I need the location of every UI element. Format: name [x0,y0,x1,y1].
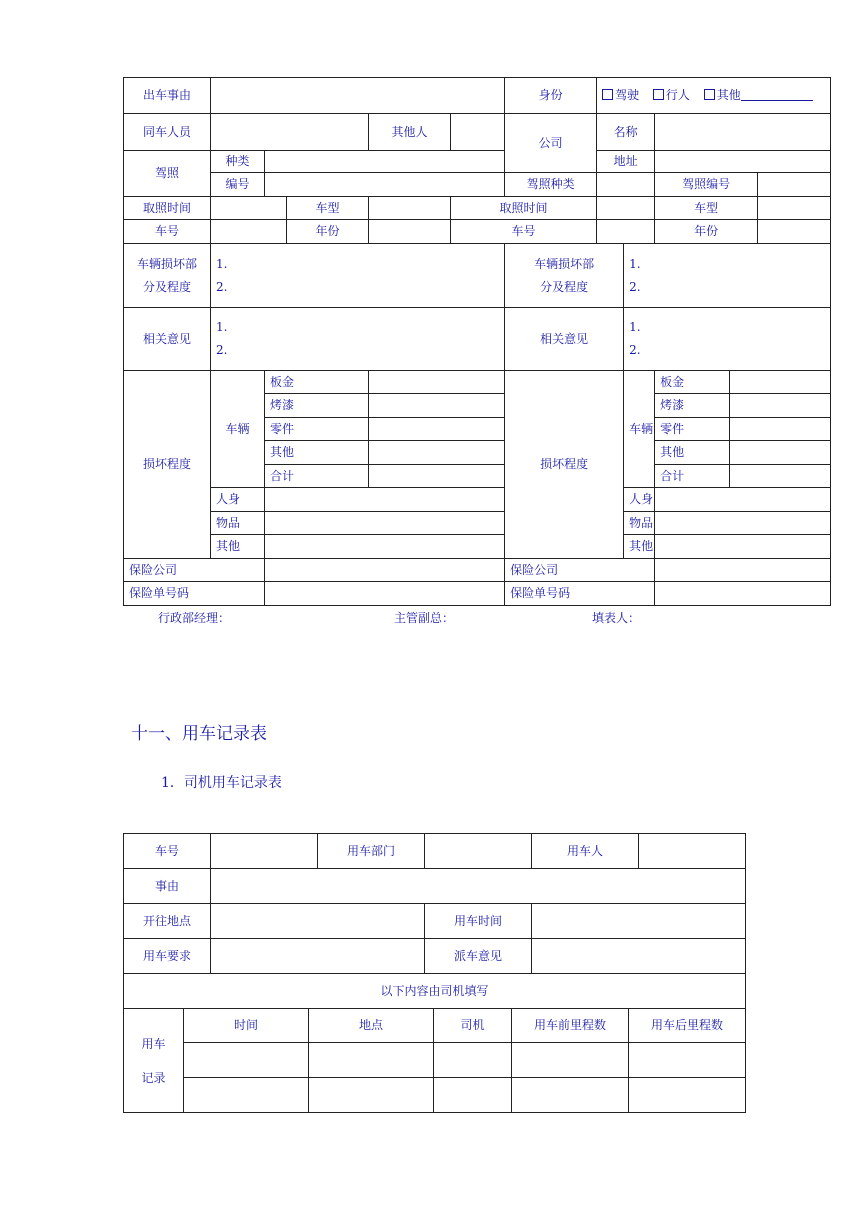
company-name-field[interactable] [655,114,831,151]
record-cell[interactable] [184,1078,309,1113]
item-parts-field[interactable] [369,418,505,441]
company-address-label: 地址 [597,151,655,173]
record-cell[interactable] [629,1043,746,1078]
other-loss-field[interactable] [265,535,505,559]
other-model-field[interactable] [758,197,831,220]
usage-plate-field[interactable] [211,834,318,869]
other-policy-label: 保险单号码 [505,582,655,606]
license-type-field[interactable] [265,151,505,173]
damage-parts-field[interactable]: 1. 2. [211,244,505,308]
other-insurer-label: 保险公司 [505,559,655,582]
other-license-type-field[interactable] [597,173,655,197]
other-policy-field[interactable] [655,582,831,606]
license-number-label: 编号 [211,173,265,197]
other-goods-label: 物品 [624,512,655,535]
usage-time-label: 用车时间 [425,904,532,939]
deputy-signature: 主管副总： [394,611,455,625]
vehicle-label: 车辆 [211,371,265,488]
other-year-field[interactable] [758,220,831,244]
record-cell[interactable] [434,1043,512,1078]
section-subtitle: 1．司机用车记录表 [161,775,282,791]
other-person-field[interactable] [655,488,831,512]
other-party-loss-label: 其他 [624,535,655,559]
other-plate-label: 车号 [451,220,597,244]
license-label: 驾照 [124,151,211,197]
record-cell[interactable] [629,1078,746,1113]
goods-field[interactable] [265,512,505,535]
other-goods-field[interactable] [655,512,831,535]
other-loss-label: 其他 [211,535,265,559]
person-field[interactable] [265,488,505,512]
obtain-time-field[interactable] [211,197,287,220]
usage-reason-label: 事由 [124,869,211,904]
record-cell[interactable] [434,1078,512,1113]
other-item-other-field[interactable] [730,441,831,465]
other-damage-parts-label: 车辆损坏部 分及程度 [505,244,624,308]
license-number-field[interactable] [265,173,505,197]
usage-plate-label: 车号 [124,834,211,869]
item-sheet-metal-label: 板金 [265,371,369,394]
column-mileage-before: 用车前里程数 [512,1009,629,1043]
section-title: 十一、用车记录表 [131,724,267,744]
goods-label: 物品 [211,512,265,535]
others-field[interactable] [451,114,505,151]
damage-parts-label: 车辆损坏部 分及程度 [124,244,211,308]
checkbox-icon[interactable] [704,89,715,100]
identity-option-other[interactable]: 其他 [704,88,813,102]
item-total-field[interactable] [369,465,505,488]
companions-field[interactable] [211,114,369,151]
plate-field[interactable] [211,220,287,244]
identity-other-blank[interactable] [741,89,813,101]
other-license-type-label: 驾照种类 [505,173,597,197]
column-time: 时间 [184,1009,309,1043]
identity-label: 身份 [505,78,597,114]
record-cell[interactable] [512,1078,629,1113]
company-address-field[interactable] [655,151,831,173]
record-cell[interactable] [309,1043,434,1078]
other-license-number-field[interactable] [758,173,831,197]
item-parts-label: 零件 [265,418,369,441]
usage-requirement-label: 用车要求 [124,939,211,974]
identity-option-pedestrian[interactable]: 行人 [653,88,690,102]
opinion-field[interactable]: 1. 2. [211,308,505,371]
other-opinion-field[interactable]: 1. 2. [624,308,831,371]
other-item-sheet-metal-field[interactable] [730,371,831,394]
usage-destination-label: 开往地点 [124,904,211,939]
checkbox-icon[interactable] [602,89,613,100]
company-label: 公司 [505,114,597,173]
vehicle-usage-table [123,833,746,1009]
other-item-parts-field[interactable] [730,418,831,441]
usage-user-label: 用车人 [532,834,639,869]
other-license-number-label: 驾照编号 [655,173,758,197]
usage-time-field[interactable] [532,904,746,939]
other-opinion-label: 相关意见 [505,308,624,371]
others-label: 其他人 [369,114,451,151]
other-item-other-label: 其他 [655,441,730,465]
checkbox-icon[interactable] [653,89,664,100]
other-item-parts-label: 零件 [655,418,730,441]
record-cell[interactable] [184,1043,309,1078]
column-mileage-after: 用车后里程数 [629,1009,746,1043]
other-person-label: 人身 [624,488,655,512]
usage-record-label: 用车 记录 [124,1009,184,1113]
item-paint-label: 烤漆 [265,394,369,418]
company-name-label: 名称 [597,114,655,151]
filler-signature: 填表人： [592,611,641,625]
plate-label: 车号 [124,220,211,244]
identity-options [597,78,831,114]
person-label: 人身 [211,488,265,512]
item-paint-field[interactable] [369,394,505,418]
reason-label: 出车事由 [124,78,211,114]
other-model-label: 车型 [655,197,758,220]
other-damage-parts-field[interactable]: 1. 2. [624,244,831,308]
policy-label: 保险单号码 [124,582,265,606]
other-obtain-time-label: 取照时间 [451,197,597,220]
usage-requirement-field[interactable] [211,939,425,974]
other-item-sheet-metal-label: 板金 [655,371,730,394]
other-party-loss-field[interactable] [655,535,831,559]
model-label: 车型 [287,197,369,220]
other-insurer-field[interactable] [655,559,831,582]
usage-user-field[interactable] [639,834,746,869]
reason-field[interactable] [211,78,505,114]
record-cell[interactable] [309,1078,434,1113]
usage-destination-field[interactable] [211,904,425,939]
column-place: 地点 [309,1009,434,1043]
other-item-paint-label: 烤漆 [655,394,730,418]
insurer-label: 保险公司 [124,559,265,582]
policy-field[interactable] [265,582,505,606]
opinion-label: 相关意见 [124,308,211,371]
usage-dispatch-field[interactable] [532,939,746,974]
item-other-field[interactable] [369,441,505,465]
other-item-total-field[interactable] [730,465,831,488]
other-year-label: 年份 [655,220,758,244]
usage-dept-field[interactable] [425,834,532,869]
accident-report-table [123,77,831,606]
license-type-label: 种类 [211,151,265,173]
driver-note: 以下内容由司机填写 [124,974,746,1009]
record-cell[interactable] [512,1043,629,1078]
model-field[interactable] [369,197,451,220]
insurer-field[interactable] [265,559,505,582]
usage-reason-field[interactable] [211,869,746,904]
item-other-label: 其他 [265,441,369,465]
year-field[interactable] [369,220,451,244]
item-sheet-metal-field[interactable] [369,371,505,394]
column-driver: 司机 [434,1009,512,1043]
usage-dispatch-label: 派车意见 [425,939,532,974]
other-item-paint-field[interactable] [730,394,831,418]
damage-degree-label: 损坏程度 [124,371,211,559]
other-damage-degree-label: 损坏程度 [505,371,624,559]
other-obtain-time-field[interactable] [597,197,655,220]
other-vehicle-label: 车辆 [624,371,655,488]
year-label: 年份 [287,220,369,244]
usage-record-table [123,1008,746,1113]
other-plate-field[interactable] [597,220,655,244]
companions-label: 同车人员 [124,114,211,151]
obtain-time-label: 取照时间 [124,197,211,220]
other-item-total-label: 合计 [655,465,730,488]
item-total-label: 合计 [265,465,369,488]
admin-manager-signature: 行政部经理： [158,611,231,625]
usage-dept-label: 用车部门 [318,834,425,869]
identity-option-driver[interactable]: 驾驶 [602,88,639,102]
